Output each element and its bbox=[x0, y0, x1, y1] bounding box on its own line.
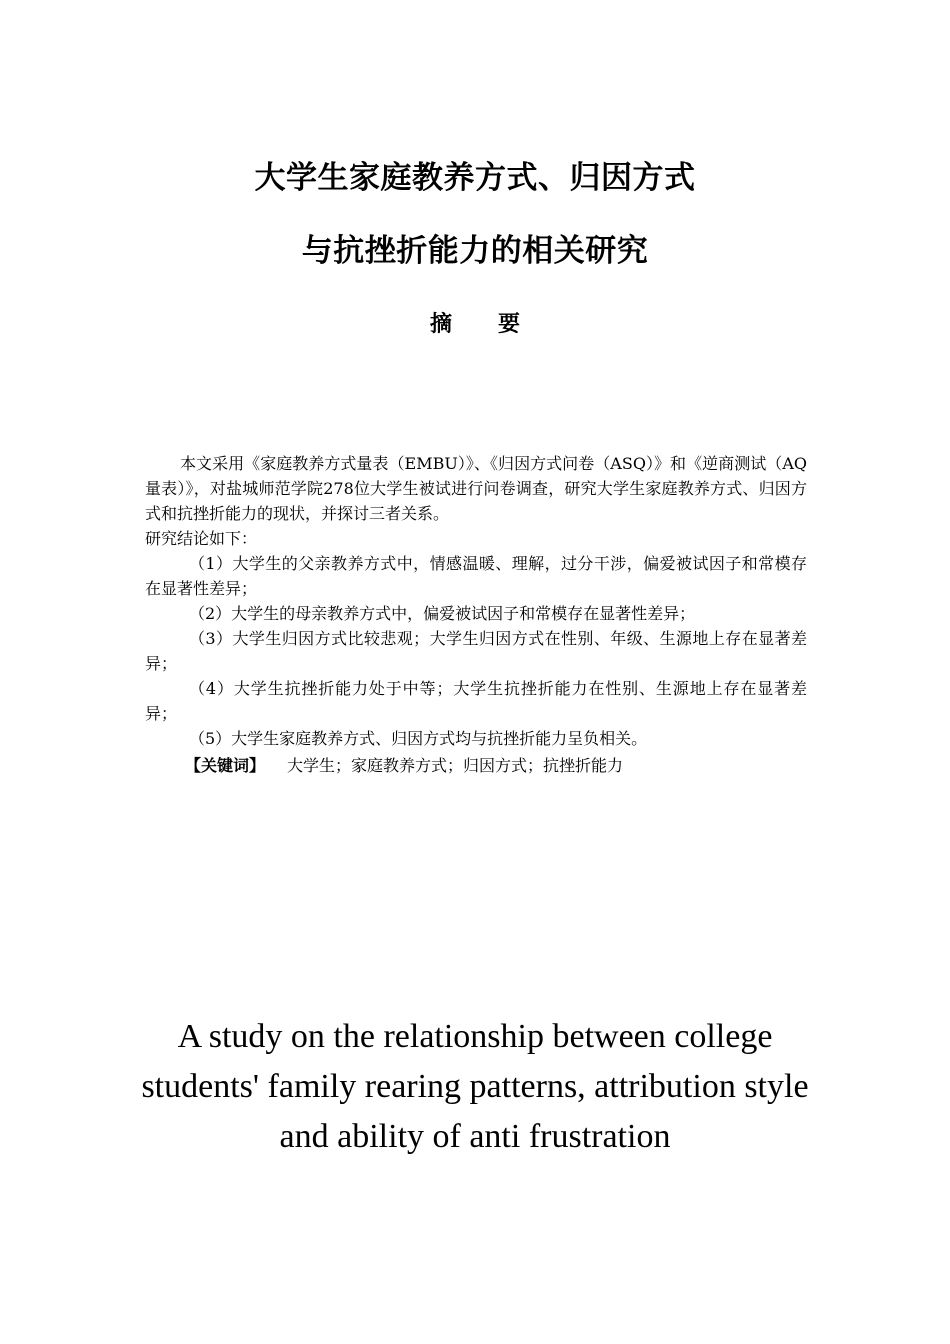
english-title: A study on the relationship between college students' family rearing patterns, attribution style and ability of anti frustration bbox=[141, 1018, 809, 1155]
abstract-body bbox=[145, 451, 807, 778]
abstract-heading-char-1: 摘 bbox=[429, 312, 452, 337]
abstract-heading bbox=[0, 310, 950, 340]
abstract-intro-paragraph: 本文采用《家庭教养方式量表（EMBU）》、《归因方式问卷（ASQ）》和《逆商测试（AQ量表）》，对盐城师范学院278位大学生被试进行问卷调查，研究大学生家庭教养方式、归因方式和抗挫折能力的现状，并探讨三者关系。 bbox=[145, 454, 807, 523]
finding-item-4: （4）大学生抗挫折能力处于中等；大学生抗挫折能力在性别、生源地上存在显著差异； bbox=[145, 679, 807, 723]
keywords-text: 大学生；家庭教养方式；归因方式；抗挫折能力 bbox=[287, 756, 624, 775]
abstract-heading-char-2: 要 bbox=[498, 312, 521, 337]
chinese-title-line-2: 与抗挫折能力的相关研究 bbox=[301, 233, 649, 269]
finding-item-2: （2）大学生的母亲教养方式中，偏爱被试因子和常模存在显著性差异； bbox=[189, 604, 696, 623]
finding-item-3: （3）大学生归因方式比较悲观；大学生归因方式在性别、年级、生源地上存在显著差异； bbox=[145, 629, 807, 673]
keywords-label: 【关键词】 bbox=[185, 756, 266, 775]
finding-item-5: （5）大学生家庭教养方式、归因方式均与抗挫折能力呈负相关。 bbox=[189, 729, 648, 748]
chinese-title-line-1: 大学生家庭教养方式、归因方式 bbox=[254, 160, 696, 196]
keywords-line bbox=[145, 753, 807, 778]
conclusion-lead: 研究结论如下： bbox=[145, 529, 258, 548]
finding-item-1: （1）大学生的父亲教养方式中，情感温暖、理解，过分干涉，偏爱被试因子和常模存在显著性差异； bbox=[145, 554, 807, 598]
